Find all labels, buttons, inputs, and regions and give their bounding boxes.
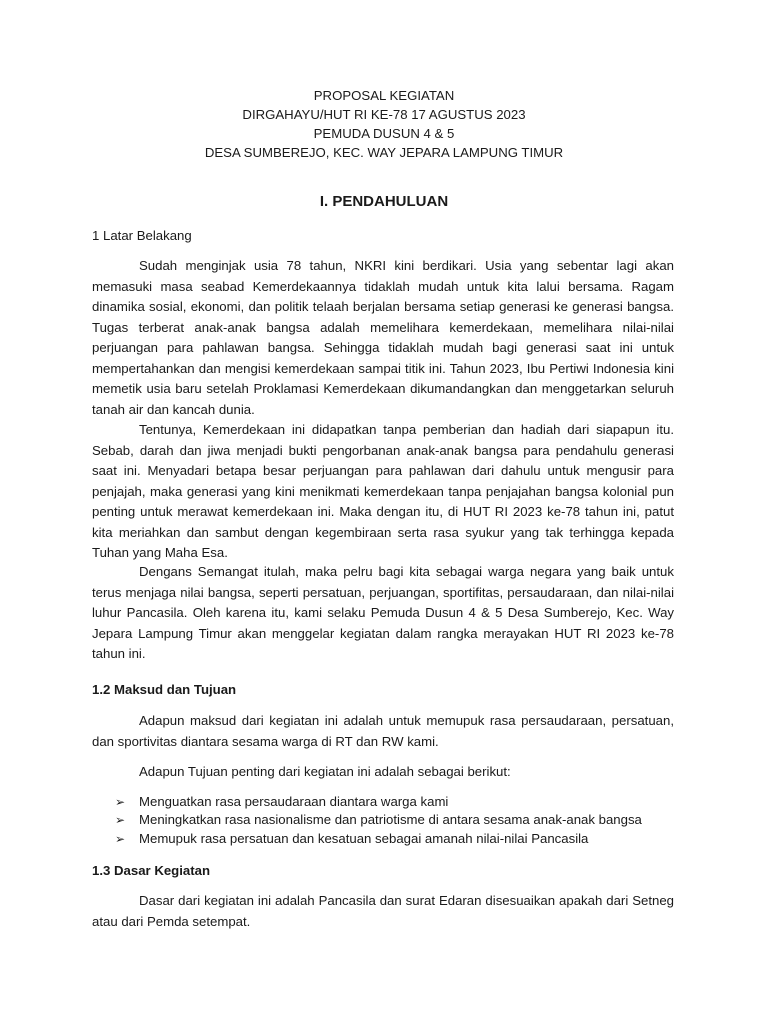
list-item	[92, 830, 674, 848]
section-1-paragraph-1: Sudah menginjak usia 78 tahun, NKRI kini berdikari. Usia yang sebentar lagi akan memasuki masa seabad Kemerdekaannya tidaklah mudah untuk kita lalui bersama. Ragam dinamika sosial, ekonomi, dan politik telaah berjalan bersama setiap generasi ke generasi bangsa. Tugas terberat anak-anak bangsa adalah memelihara kemerdekaan, memelihara nilai-nilai perjuangan para pahlawan bangsa. Sehingga tidaklah mudah bagi generasi saat ini untuk mempertahankan dan mengisi kemerdekaan sampai titik ini. Tahun 2023, Ibu Pertiwi Indonesia kini memetik usia baru setelah Proklamasi Kemerdekaan dikumandangkan dan menggetarkan seluruh tanah air dan kancah dunia.	[92, 258, 674, 417]
arrow-bullet-icon: ➢	[115, 831, 126, 846]
list-item-text: Memupuk rasa persatuan dan kesatuan sebagai amanah nilai-nilai Pancasila	[139, 830, 589, 846]
proposal-header	[0, 86, 768, 162]
section-3-heading: 1.3 Dasar Kegiatan	[92, 863, 211, 878]
list-item-text: Meningkatkan rasa nasionalisme dan patriotisme di antara sesama anak-anak bangsa	[139, 812, 642, 828]
list-item	[92, 793, 674, 811]
section-2-heading: 1.2 Maksud dan Tujuan	[92, 682, 237, 697]
section-1-heading: 1 Latar Belakang	[92, 228, 192, 243]
section-1-paragraph-2: Tentunya, Kemerdekaan ini didapatkan tanpa pemberian dan hadiah dari siapapun itu. Sebab, darah dan jiwa menjadi bukti pengorbanan anak-anak bangsa para pendahulu generasi saat ini. Menyadari betapa besar perjuangan para pahlawan dari dahulu untuk mengusir para penjajah, maka generasi yang kini menikmati kemerdekaan tanpa penjajahan bangsa kolonial pun penting untuk merawat kemerdekaan ini. Maka dengan itu, di HUT RI 2023 ke-78 tahun ini, patut kita meriahkan dan sambut dengan kegembiraan serta rasa syukur yang tak terhingga kepada Tuhan yang Maha Esa.	[92, 422, 674, 560]
header-line-2: DIRGAHAYU/HUT RI KE-78 17 AGUSTUS 2023	[242, 107, 526, 122]
header-line-3: PEMUDA DUSUN 4 & 5	[313, 126, 455, 141]
header-line-1: PROPOSAL KEGIATAN	[313, 88, 455, 103]
header-line-4: DESA SUMBEREJO, KEC. WAY JEPARA LAMPUNG TIMUR	[204, 145, 564, 160]
section-2-paragraph-2: Adapun Tujuan penting dari kegiatan ini adalah sebagai berikut:	[139, 764, 511, 779]
list-item-text: Menguatkan rasa persaudaraan diantara warga kami	[139, 794, 449, 809]
section-1-paragraph-3: Dengans Semangat itulah, maka pelru bagi kita sebagai warga negara yang baik untuk terus menjaga nilai bangsa, seperti persatuan, perjuangan, sportifitas, persaudaraan, dan nilai-nilai luhur Pancasila. Oleh karena itu, kami selaku Pemuda Dusun 4 & 5 Desa Sumberejo, Kec. Way Jepara Lampung Timur akan menggelar kegiatan dalam rangka merayakan HUT RI 2023 ke-78 tahun ini.	[92, 564, 674, 661]
list-item	[92, 811, 674, 829]
section-2-paragraph-1: Adapun maksud dari kegiatan ini adalah untuk memupuk rasa persaudaraan, persatuan, dan sportivitas diantara sesama warga di RT dan RW kami.	[92, 713, 674, 749]
arrow-bullet-icon: ➢	[115, 795, 126, 809]
objectives-list	[92, 793, 674, 848]
section-3-paragraph-1: Dasar dari kegiatan ini adalah Pancasila dan surat Edaran disesuaikan apakah dari Setneg atau dari Pemda setempat.	[92, 893, 674, 929]
chapter-title: I. PENDAHULUAN	[319, 193, 449, 210]
arrow-bullet-icon: ➢	[115, 813, 126, 828]
